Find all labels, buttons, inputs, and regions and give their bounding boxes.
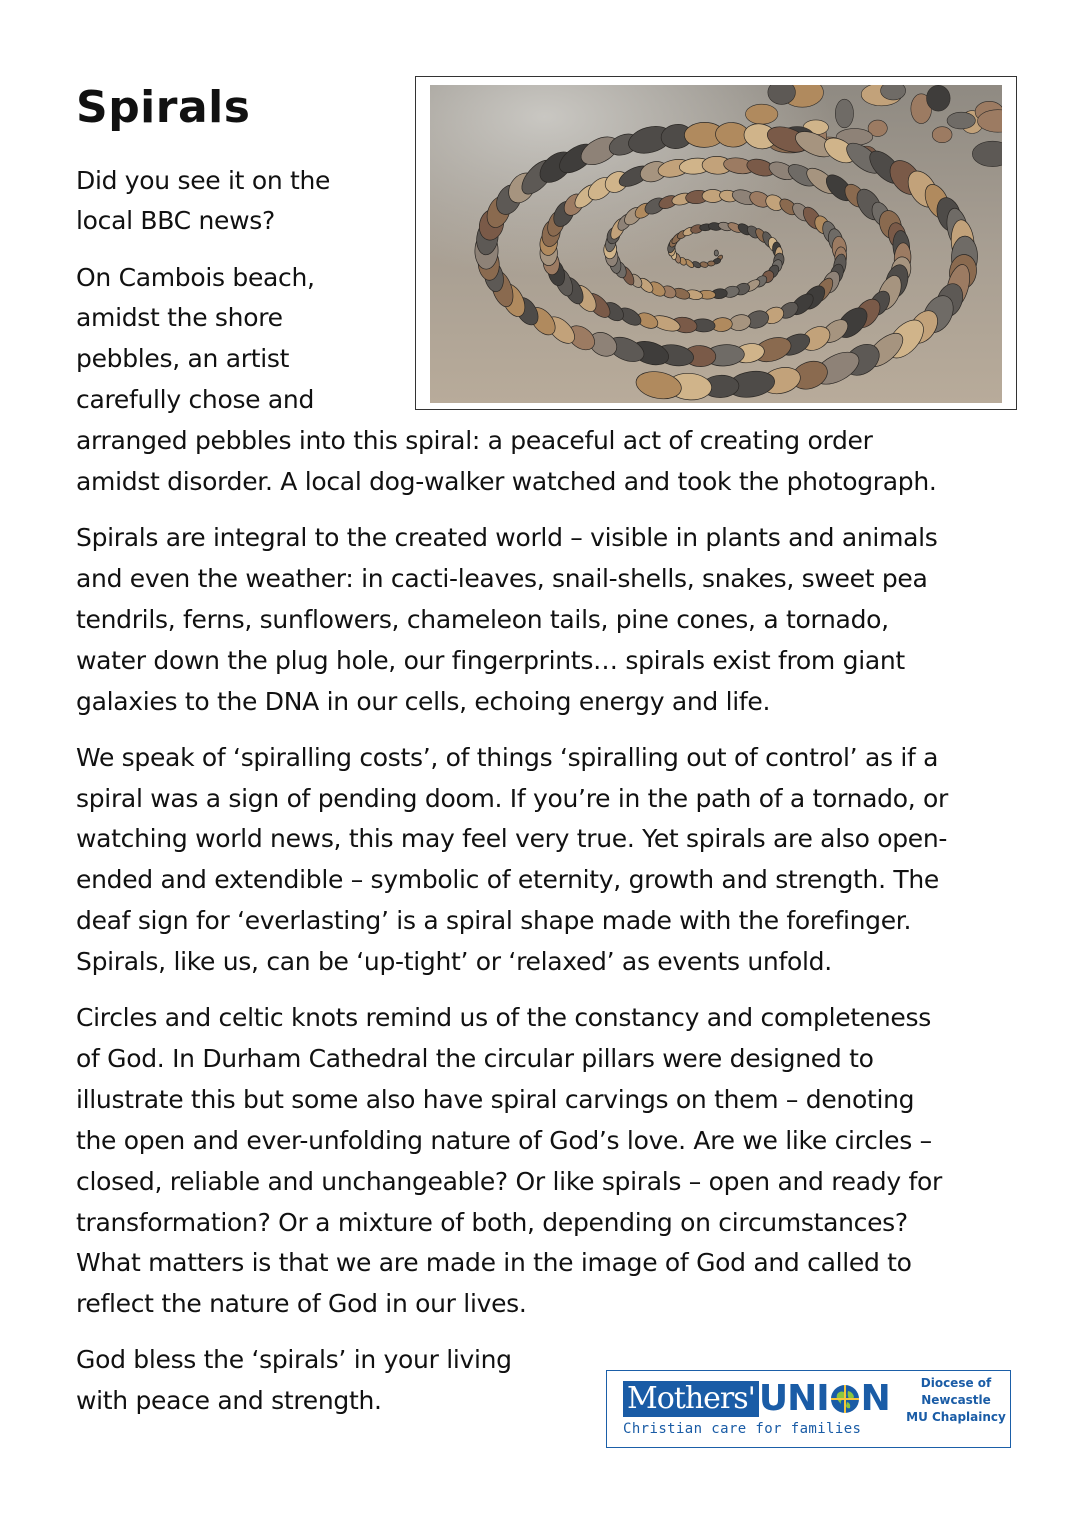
text-line: and even the weather: in cacti-leaves, snail-shells, snakes, sweet pea <box>76 564 928 593</box>
diocese-line: Diocese of <box>920 1376 992 1390</box>
logo-union-prefix: UNI <box>758 1378 829 1419</box>
closing-line: with peace and strength. <box>76 1386 382 1415</box>
text-line: Spirals are integral to the created world – visible in plants and animals <box>76 523 938 552</box>
pebble <box>745 104 777 124</box>
text-line: On Cambois beach, <box>76 263 315 292</box>
logo-union <box>758 1378 890 1419</box>
text-line: tendrils, ferns, sunflowers, chameleon tails, pine cones, a tornado, <box>76 605 889 634</box>
text-line: deaf sign for ‘everlasting’ is a spiral shape made with the forefinger. <box>76 906 912 935</box>
logo-mothers: Mothers' <box>623 1381 759 1417</box>
pebble <box>927 85 951 111</box>
diocese-label <box>905 1375 1007 1426</box>
diocese-line: Newcastle <box>921 1393 991 1407</box>
logo-union-suffix: N <box>860 1378 890 1419</box>
text-line: carefully chose and <box>76 385 315 414</box>
diocese-line: MU Chaplaincy <box>906 1410 1006 1424</box>
logo-tagline: Christian care for families <box>623 1421 862 1437</box>
text-line: reflect the nature of God in our lives. <box>76 1289 527 1318</box>
text-line: watching world news, this may feel very true. Yet spirals are also open- <box>76 824 948 853</box>
pebble-spiral-photo <box>415 76 1017 410</box>
text-line: of God. In Durham Cathedral the circular pillars were designed to <box>76 1044 874 1073</box>
text-line: pebbles, an artist <box>76 344 290 373</box>
text-line: What matters is that we are made in the image of God and called to <box>76 1248 912 1277</box>
pebble <box>707 261 715 266</box>
text-line: arranged pebbles into this spiral: a peaceful act of creating order <box>76 426 873 455</box>
text-line: ended and extendible – symbolic of eternity, growth and strength. The <box>76 865 939 894</box>
pebble-spiral-image <box>430 85 1002 403</box>
text-line: local BBC news? <box>76 206 275 235</box>
text-line: We speak of ‘spiralling costs’, of things ‘spiralling out of control’ as if a <box>76 743 939 772</box>
text-line: Circles and celtic knots remind us of the constancy and completeness <box>76 1003 931 1032</box>
text-line: galaxies to the DNA in our cells, echoing energy and life. <box>76 687 771 716</box>
closing-line: God bless the ‘spirals’ in your living <box>76 1345 512 1374</box>
text-line: water down the plug hole, our fingerprints… spirals exist from giant <box>76 646 905 675</box>
globe-icon <box>830 1384 860 1414</box>
mothers-union-logo <box>606 1370 1011 1448</box>
logo-wordmark <box>623 1378 890 1419</box>
text-line: closed, reliable and unchangeable? Or like spirals – open and ready for <box>76 1167 942 1196</box>
text-line: spiral was a sign of pending doom. If you’re in the path of a tornado, or <box>76 784 948 813</box>
text-line: Did you see it on the <box>76 166 331 195</box>
pebble <box>932 127 952 143</box>
text-line: Spirals, like us, can be ‘up-tight’ or ‘relaxed’ as events unfold. <box>76 947 832 976</box>
text-line: amidst the shore <box>76 303 283 332</box>
text-line: illustrate this but some also have spiral carvings on them – denoting <box>76 1085 915 1114</box>
pebble <box>947 112 975 129</box>
text-line: the open and ever-unfolding nature of God’s love. Are we like circles – <box>76 1126 932 1155</box>
pebble <box>714 250 718 256</box>
text-line: transformation? Or a mixture of both, depending on circumstances? <box>76 1208 908 1237</box>
page-title: Spirals <box>76 82 251 133</box>
pebble <box>835 99 853 128</box>
text-line: amidst disorder. A local dog-walker watched and took the photograph. <box>76 467 937 496</box>
